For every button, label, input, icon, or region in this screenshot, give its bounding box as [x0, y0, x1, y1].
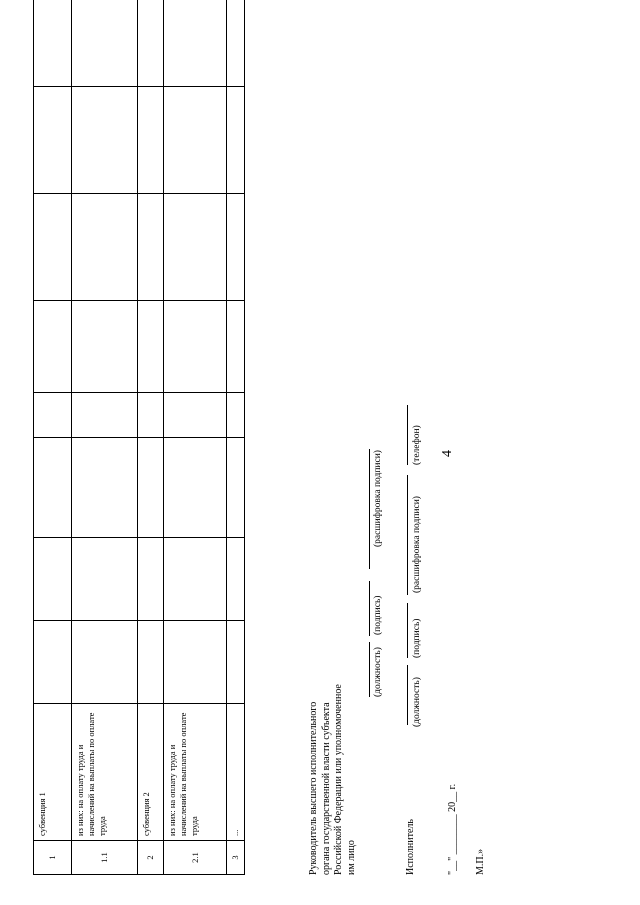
date-line: "__" ________ 20__ г.: [447, 783, 458, 875]
table-row: [227, 0, 245, 875]
executor-phone-label: (телефон): [412, 425, 422, 465]
row-label: ...: [227, 704, 245, 841]
table-row: [164, 0, 227, 875]
executor-position-line: [407, 665, 408, 725]
table-row: [34, 0, 72, 875]
executor-phone-line: [407, 405, 408, 465]
table-row: [138, 0, 164, 875]
signature-label: (подпись): [373, 595, 383, 635]
signature-line: [369, 581, 370, 636]
executor-decoding-line: [407, 475, 408, 595]
table-row: [72, 0, 138, 875]
decoding-line: [369, 449, 370, 569]
row-label: из них: на оплату труда и начислений на выплаты по оплате труда: [164, 704, 227, 841]
executor-position-label: (должность): [412, 677, 422, 727]
row-number: 3: [227, 841, 245, 875]
executor-signature-line: [407, 603, 408, 658]
stamp-mark: М.П.»: [475, 848, 486, 875]
row-number: 2.1: [164, 841, 227, 875]
head-title: Руководитель высшего исполнительного органа государственной власти субъекта Российской Федерации или уполномоченное им лицо: [308, 684, 357, 875]
row-number: 1: [34, 841, 72, 875]
row-label: субвенция 2: [138, 704, 164, 841]
position-label: (должность): [373, 647, 383, 697]
executor-decoding-label: (расшифровка подписи): [412, 496, 422, 593]
executor-signature-label: (подпись): [412, 618, 422, 658]
row-label: субвенция 1: [34, 704, 72, 841]
row-number: 2: [138, 841, 164, 875]
position-line: [369, 642, 370, 697]
row-number: 1.1: [72, 841, 138, 875]
subvention-table: [33, 0, 245, 875]
executor-title: Исполнитель: [405, 819, 416, 875]
row-label: из них: на оплату труда и начислений на выплаты по оплате труда: [72, 704, 138, 841]
page-number: 4: [440, 450, 455, 457]
decoding-label: (расшифровка подписи): [373, 450, 383, 547]
